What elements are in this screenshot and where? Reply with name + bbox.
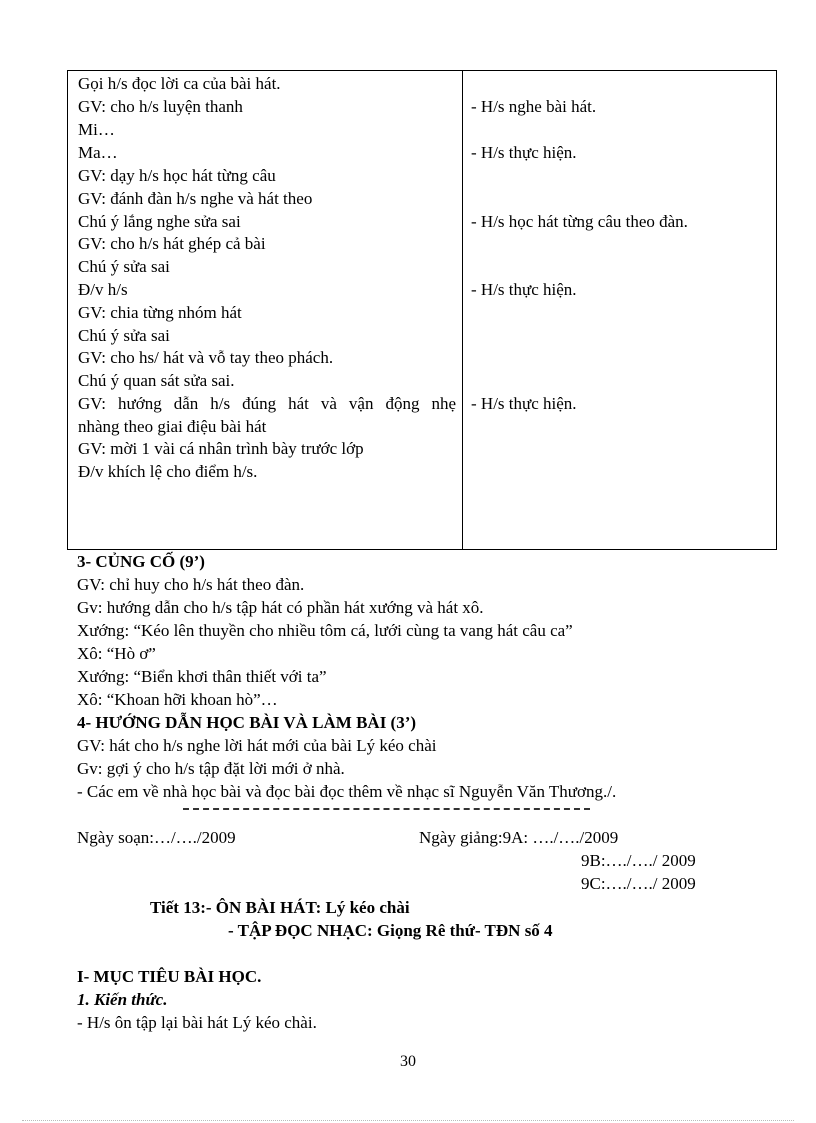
teacher-line: GV: cho h/s luyện thanh — [78, 97, 243, 116]
dashed-separator — [183, 808, 590, 810]
teacher-line: GV: cho hs/ hát và vỗ tay theo phách. — [78, 348, 334, 367]
teacher-line: Chú ý sửa sai — [78, 326, 170, 345]
column-divider — [462, 71, 463, 549]
guide-heading: 4- HƯỚNG DẪN HỌC BÀI VÀ LÀM BÀI (3’) — [77, 713, 417, 732]
teacher-line: Chú ý sửa sai — [78, 257, 170, 276]
teacher-line: nhàng theo giai điệu bài hát — [78, 417, 267, 436]
taught-date-9b: 9B:…./…./ 2009 — [581, 851, 696, 870]
consolidation-line: Xô: “Khoan hỡi khoan hò”… — [77, 690, 278, 709]
student-line: - H/s học hát từng câu theo đàn. — [471, 212, 688, 231]
teacher-line: GV: hướng dẫn h/s đúng hát và vận động nhẹ — [78, 394, 456, 413]
lesson-title: Tiết 13:- ÔN BÀI HÁT: Lý kéo chài — [150, 898, 410, 917]
guide-line: Gv: gợi ý cho h/s tập đặt lời mới ở nhà. — [77, 759, 345, 778]
teacher-line: Đ/v h/s — [78, 280, 128, 299]
prepared-date: Ngày soạn:…/…./2009 — [77, 828, 236, 847]
teacher-line: Đ/v khích lệ cho điểm h/s. — [78, 462, 258, 481]
teacher-line: Chú ý lắng nghe sửa sai — [78, 212, 241, 231]
student-line: - H/s thực hiện. — [471, 394, 577, 413]
teacher-line: Ma… — [78, 143, 118, 162]
taught-date-9a: Ngày giảng:9A: …./…./2009 — [419, 828, 619, 847]
activity-table — [67, 70, 777, 550]
student-line: - H/s thực hiện. — [471, 143, 577, 162]
consolidation-line: Gv: hướng dẫn cho h/s tập hát có phần hát xướng và hát xô. — [77, 598, 484, 617]
lesson-subtitle: - TẬP ĐỌC NHẠC: Giọng Rê thứ- TĐN số 4 — [228, 921, 553, 940]
teacher-line: Mi… — [78, 120, 115, 139]
objective-line: - H/s ôn tập lại bài hát Lý kéo chài. — [77, 1013, 317, 1032]
knowledge-subheading: 1. Kiến thức. — [77, 990, 168, 1009]
consolidation-line: Xướng: “Biển khơi thân thiết với ta” — [77, 667, 327, 686]
teacher-line: Gọi h/s đọc lời ca của bài hát. — [78, 74, 281, 93]
teacher-line: GV: mời 1 vài cá nhân trình bày trước lớp — [78, 439, 364, 458]
guide-line: - Các em về nhà học bài và đọc bài đọc thêm về nhạc sĩ Nguyễn Văn Thương./. — [77, 782, 617, 801]
page-bottom-border — [22, 1120, 794, 1121]
objectives-heading: I- MỤC TIÊU BÀI HỌC. — [77, 967, 262, 986]
teacher-line: GV: cho h/s hát ghép cả bài — [78, 234, 266, 253]
page-number: 30 — [400, 1053, 416, 1070]
consolidation-line: GV: chỉ huy cho h/s hát theo đàn. — [77, 575, 305, 594]
consolidation-line: Xướng: “Kéo lên thuyền cho nhiều tôm cá, lưới cùng ta vang hát câu ca” — [77, 621, 573, 640]
teacher-line: GV: đánh đàn h/s nghe và hát theo — [78, 189, 313, 208]
taught-date-9c: 9C:…./…./ 2009 — [581, 874, 696, 893]
teacher-line: GV: chia từng nhóm hát — [78, 303, 242, 322]
student-line: - H/s thực hiện. — [471, 280, 577, 299]
teacher-line: GV: dạy h/s học hát từng câu — [78, 166, 276, 185]
teacher-line: Chú ý quan sát sửa sai. — [78, 371, 235, 390]
consolidation-line: Xô: “Hò ơ” — [77, 644, 156, 663]
student-line: - H/s nghe bài hát. — [471, 97, 597, 116]
guide-line: GV: hát cho h/s nghe lời hát mới của bài Lý kéo chài — [77, 736, 437, 755]
consolidation-heading: 3- CỦNG CỐ (9’) — [77, 552, 205, 571]
